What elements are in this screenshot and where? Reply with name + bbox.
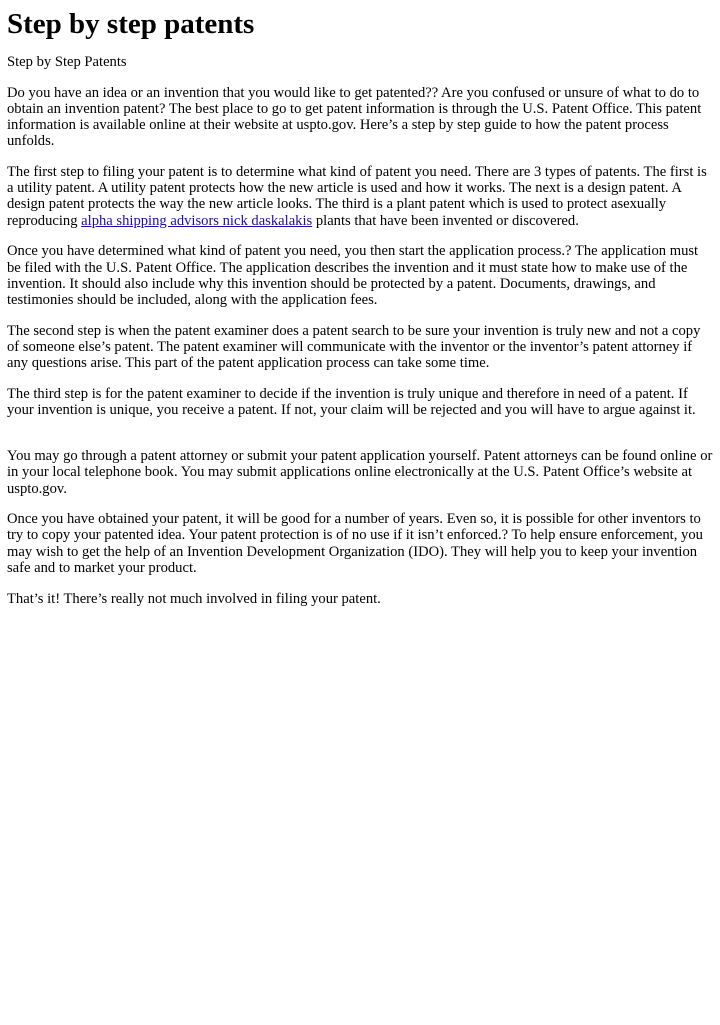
paragraph-third-step: The third step is for the patent examiner to decide if the invention is truly unique and therefore in need of a patent. If your invention is unique, you receive a patent. If not, your claim will be rejected and you will have to argue against it. — [7, 385, 696, 418]
alpha-shipping-advisors-link[interactable]: alpha shipping advisors nick daskalakis — [81, 212, 313, 229]
page-title: Step by step patents — [7, 8, 255, 40]
paragraph-application-process: Once you have determined what kind of patent you need, you then start the application process.? The application must be filed with the U.S. Patent Office. The application describes the invention and it must state how to make use of the invention. It should also include why this invention should be protected by a patent. Documents, drawings, and testimonies should be included, along with the application fees. — [7, 243, 699, 308]
paragraph-patent-types — [7, 164, 713, 229]
paragraph-second-step: The second step is when the patent examiner does a patent search to be sure your invention is truly new and not a copy of someone else’s patent. The patent examiner will communicate with the inventor or the inventor’s patent attorney if any questions arise. This part of the patent application process can take some time. — [7, 322, 701, 372]
paragraph-intro: Do you have an idea or an invention that you would like to get patented?? Are you confused or unsure of what to do to obtain an invention patent? The best place to go to get patent information is through the U.S. Patent Office. This patent information is available online at their website at uspto.gov. Here’s a step by step guide to how the patent process unfolds. — [7, 84, 702, 150]
paragraph-patent-attorney: You may go through a patent attorney or submit your patent application yourself. Patent attorneys can be found online or in your local telephone book. You may submit applications online electronically at the U.S. Patent Office’s website at uspto.gov. — [7, 448, 713, 497]
paragraph-enforcement: Once you have obtained your patent, it will be good for a number of years. Even so, it is possible for other inventors to try to copy your patented idea. Your patent protection is of no use if it isn’t enforced.? To help ensure enforcement, you may wish to get the help of an Invention Development Organization (IDO). They will help you to keep your invention safe and to market your product. — [7, 511, 703, 576]
paragraph-conclusion: That’s it! There’s really not much involved in filing your patent. — [7, 590, 381, 607]
subtitle: Step by Step Patents — [7, 54, 127, 70]
paragraph-patent-types-text-end: plants that have been invented or discovered. — [312, 212, 579, 229]
paragraph-patent-types-text-start: The first step to filing your patent is to determine what kind of patent you need. There are 3 types of patents. The first is a utility patent. A utility patent protects how the new article is used and how it works. The next is a design patent. A design patent protects the way the new article looks. The third is a plant patent which is used to protect asexually reproducing — [7, 164, 707, 229]
